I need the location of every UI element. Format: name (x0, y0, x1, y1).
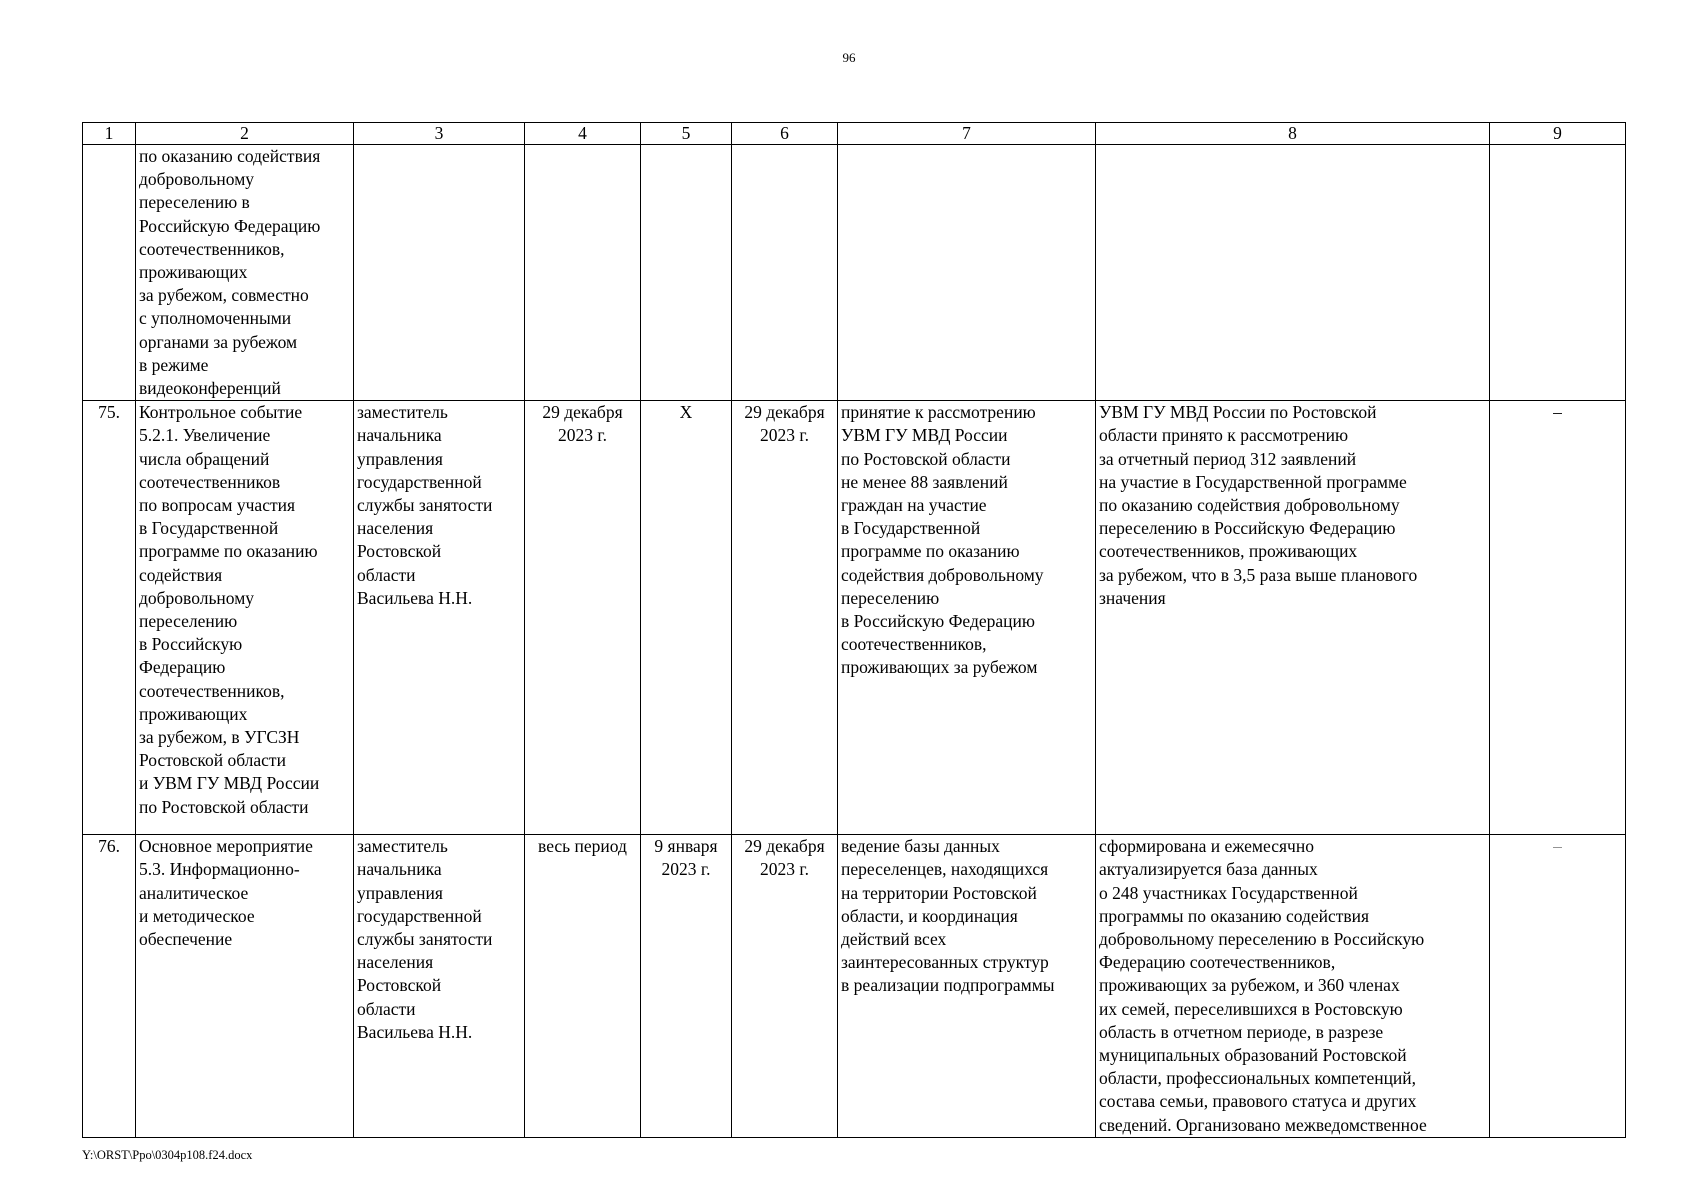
cell-end: 29 декабря 2023 г. (732, 835, 838, 1138)
cell-actual-start (641, 145, 732, 401)
cell-end (732, 145, 838, 401)
header-col-3: 3 (354, 123, 525, 145)
cell-expected-result (838, 145, 1096, 401)
table-header-row (83, 123, 1626, 145)
row-number: 76. (83, 835, 136, 1138)
header-col-6: 6 (732, 123, 838, 145)
header-col-8: 8 (1096, 123, 1490, 145)
cell-note: – (1490, 401, 1626, 835)
cell-activity: по оказанию содействия добровольному переселению в Российскую Федерацию соотечественников, проживающих за рубежом, совместно с уполномоченными органами за рубежом в режиме видеоконференций (136, 145, 354, 401)
header-col-2: 2 (136, 123, 354, 145)
cell-planned-start (525, 145, 641, 401)
cell-planned-start: 29 декабря 2023 г. (525, 401, 641, 835)
header-col-1: 1 (83, 123, 136, 145)
cell-expected-result: принятие к рассмотрению УВМ ГУ МВД России по Ростовской области не менее 88 заявлений граждан на участие в Государственной программе по оказанию содействия добровольному переселению в Российскую Федерацию соотечественников, проживающих за рубежом (838, 401, 1096, 835)
cell-actual-start: 9 января 2023 г. (641, 835, 732, 1138)
header-col-7: 7 (838, 123, 1096, 145)
cell-expected-result: ведение базы данных переселенцев, находящихся на территории Ростовской области, и координация действий всех заинтересованных структур в реализации подпрограммы (838, 835, 1096, 1138)
cell-activity: Основное мероприятие 5.3. Информационно- аналитическое и методическое обеспечение (136, 835, 354, 1138)
cell-note (1490, 145, 1626, 401)
cell-actual-result: УВМ ГУ МВД России по Ростовской области принято к рассмотрению за отчетный период 312 заявлений на участие в Государственной программе по оказанию содействия добровольному переселению в Российскую Федерацию соотечественников, проживающих за рубежом, что в 3,5 раза выше планового значения (1096, 401, 1490, 835)
row-number: 75. (83, 401, 136, 835)
cell-actual-result (1096, 145, 1490, 401)
page-number: 96 (842, 50, 856, 65)
header-col-4: 4 (525, 123, 641, 145)
cell-responsible: заместитель начальника управления государственной службы занятости населения Ростовской области Васильева Н.Н. (354, 835, 525, 1138)
report-table (82, 122, 1626, 1138)
cell-end: 29 декабря 2023 г. (732, 401, 838, 835)
header-col-9: 9 (1490, 123, 1626, 145)
table-row (83, 401, 1626, 835)
cell-actual-start: X (641, 401, 732, 835)
cell-num (83, 145, 136, 401)
header-col-5: 5 (641, 123, 732, 145)
table-row (83, 835, 1626, 1138)
cell-activity: Контрольное событие 5.2.1. Увеличение числа обращений соотечественников по вопросам участия в Государственной программе по оказанию содействия добровольному переселению в Российскую Федерацию соотечественников, проживающих за рубежом, в УГСЗН Ростовской области и УВМ ГУ МВД России по Ростовской области (136, 401, 354, 835)
cell-note: – (1490, 835, 1626, 1138)
file-path-footer: Y:\ORST\Ppo\0304p108.f24.docx (82, 1148, 253, 1162)
cell-actual-result: сформирована и ежемесячно актуализируется база данных о 248 участниках Государственной программы по оказанию содействия добровольному переселению в Российскую Федерацию соотечественников, проживающих за рубежом, и 360 членах их семей, переселившихся в Ростовскую область в отчетном периоде, в разрезе муниципальных образований Ростовской области, профессиональных компетенций, состава семьи, правового статуса и других сведений. Организовано межведомственное (1096, 835, 1490, 1138)
cell-responsible: заместитель начальника управления государственной службы занятости населения Ростовской области Васильева Н.Н. (354, 401, 525, 835)
table-row-continuation (83, 145, 1626, 401)
cell-responsible (354, 145, 525, 401)
cell-planned-start: весь период (525, 835, 641, 1138)
